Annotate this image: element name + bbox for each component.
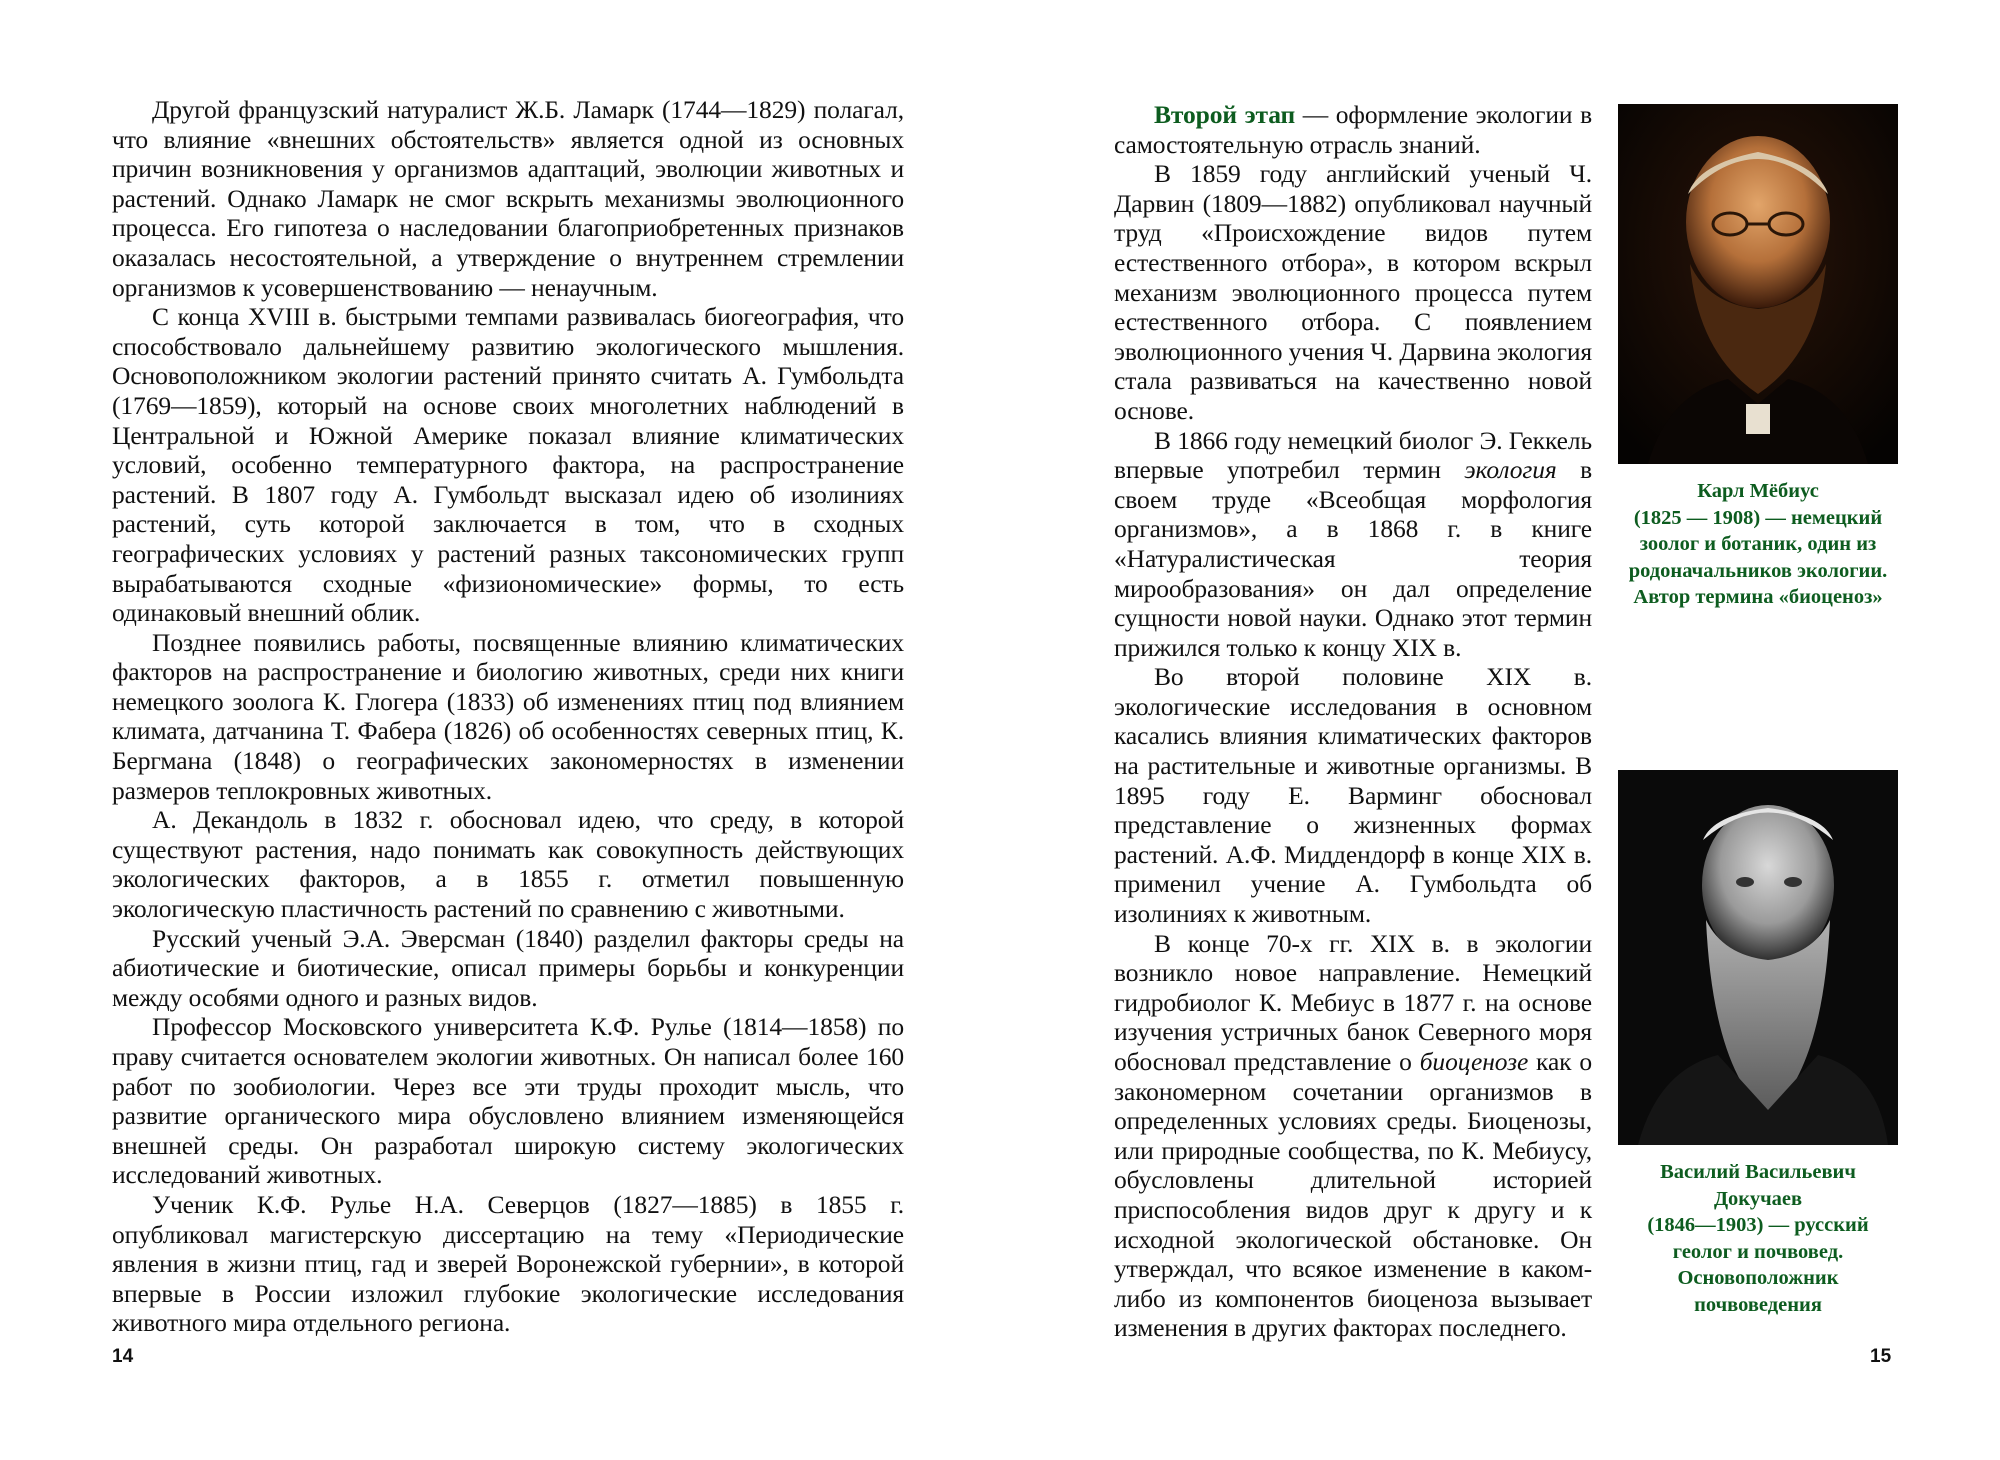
page-number-right: 15	[1870, 1346, 1892, 1367]
paragraph-haeckel	[1114, 426, 1592, 663]
caption-dokuchaev	[1618, 1159, 1898, 1318]
paragraph-humboldt: С конца XVIII в. быстрыми темпами развивалась биогеография, что способствовало дальнейшему развитию экологического мышления. Основоположником экологии растений принято считать А. Гумбольдта (1769—1859), который на основе своих многолетних наблюдений в Центральной и Южной Америке показал влияние климатических условий, особенно температурного фактора, на распространение растений. В 1807 году А. Гумбольдт высказал идею об изолиниях растений, суть которой заключается в том, что в сходных географических условиях у растений разных таксономических групп вырабатываются сходные «физиономические» формы, то есть одинаковый внешний облик.	[112, 302, 904, 628]
term-biocenosis: биоценозе	[1419, 1047, 1529, 1076]
portrait-dokuchaev-drawing	[1618, 770, 1898, 1145]
second-stage-highlight: Второй этап	[1154, 100, 1296, 129]
portrait-card-mobius	[1618, 104, 1898, 611]
paragraph-darwin: В 1859 году английский ученый Ч. Дарвин (1809—1882) опубликовал научный труд «Происхождение видов путем естественного отбора», в котором вскрыл механизм эволюционного процесса путем естественного отбора. С появлением эволюционного учения Ч. Дарвина экология стала развиваться на качественно новой основе.	[1114, 159, 1592, 425]
right-text-column	[1114, 100, 1592, 1343]
right-page	[1000, 0, 2000, 1460]
mobius-text-b: как о закономерном сочетании организмов в определенных условиях среды. Биоценозы, или природные сообщества, по К. Мебиусу, обусловлены длительной историей приспособления видов друг к другу и к исходной экологической обстановке. Он утверждал, что всякое изменение в каком-либо из компонентов биоценоза вызывает изменения в других факторах последнего.	[1114, 1047, 1592, 1343]
caption-mobius	[1618, 478, 1898, 611]
haeckel-text-b: в своем труде «Всеобщая морфология организмов», а в 1868 г. в книге «Натуралистическая теория мирообразования» он дал определение сущности новой науки. Однако этот термин прижился только к концу XIX в.	[1114, 455, 1593, 662]
paragraph-eversmann: Русский ученый Э.А. Эверсман (1840) разделил факторы среды на абиотические и биотические, описал примеры борьбы и конкуренции между особями одного и разных видов.	[112, 923, 904, 1012]
caption-name-dokuchaev: Василий Васильевич Докучаев	[1660, 1161, 1856, 1210]
caption-text-dokuchaev: (1846—1903) — русский геолог и почвовед. Основоположник почвоведения	[1647, 1214, 1869, 1316]
portrait-card-dokuchaev	[1618, 770, 1898, 1318]
paragraph-mobius	[1114, 929, 1592, 1343]
paragraph-lamarck: Другой французский натуралист Ж.Б. Ламарк (1744—1829) полагал, что влияние «внешних обстоятельств» является одной из основных причин возникновения у организмов адаптаций, эволюции животных и растений. Однако Ламарк не смог вскрыть механизмы эволюционного процесса. Его гипотеза о наследовании благоприобретенных признаков оказалась несостоятельной, а утверждение о внутреннем стремлении организмов к усовершенствованию — ненаучным.	[112, 95, 904, 302]
haeckel-text-a: В 1866 году немецкий биолог Э. Геккель впервые употребил термин	[1114, 425, 1592, 485]
second-stage-text: — оформление экологии в самостоятельную отрасль знаний.	[1114, 100, 1593, 159]
paragraph-rulie: Профессор Московского университета К.Ф. Рулье (1814—1858) по праву считается основателем экологии животных. Он написал более 160 работ по зообиологии. Через все эти труды проходит мысль, что развитие органического мира обусловлено влиянием изменяющейся внешней среды. Он разработал широкую систему экологических исследований животных.	[112, 1012, 904, 1190]
portrait-image-dokuchaev	[1618, 770, 1898, 1145]
paragraph-warming: Во второй половине XIX в. экологические исследования в основном касались влияния климатических факторов на растительные и животные организмы. В 1895 году Е. Варминг обосновал представление о жизненных формах растений. А.Ф. Миддендорф в конце XIX в. применил учение А. Гумбольдта об изолиниях к животным.	[1114, 662, 1592, 929]
paragraph-climate-animals: Позднее появились работы, посвященные влиянию климатических факторов на распространение и биологию животных, среди них книги немецкого зоолога К. Глогера (1833) об изменениях птиц под влиянием климата, датчанина Т. Фабера (1826) об особенностях северных птиц, К. Бергмана (1848) о географических закономерностях в изменении размеров теплокровных животных.	[112, 627, 904, 805]
term-ecology: экология	[1464, 455, 1557, 485]
mobius-text-a: В конце 70-х гг. XIX в. в экологии возникло новое направление. Немецкий гидробиолог К. Мебиус в 1877 г. на основе изучения устричных банок Северного моря обосновал представление о	[1114, 928, 1592, 1076]
portrait-mobius-drawing	[1618, 104, 1898, 464]
caption-text-mobius: (1825 — 1908) — немецкий зоолог и ботаник, один из родоначальников экологии. Автор термина «биоценоз»	[1628, 506, 1888, 608]
caption-name-mobius: Карл Мёбиус	[1697, 480, 1819, 502]
paragraph-severtsov: Ученик К.Ф. Рулье Н.А. Северцов (1827—1885) в 1855 г. опубликовал магистерскую диссертацию на тему «Периодические явления в жизни птиц, гад и зверей Воронежской губернии», в которой впервые в России изложил глубокие экологические исследования животного мира отдельного региона.	[112, 1189, 904, 1338]
portrait-image-mobius	[1618, 104, 1898, 464]
left-text-column	[112, 95, 904, 1338]
paragraph-second-stage	[1114, 100, 1592, 159]
paragraph-decandolle: А. Декандоль в 1832 г. обосновал идею, что среду, в которой существуют растения, надо понимать как совокупность действующих экологических факторов, а в 1855 г. отметил повышенную экологическую пластичность растений по сравнению с животными.	[112, 805, 904, 924]
page-number-left: 14	[112, 1346, 134, 1367]
